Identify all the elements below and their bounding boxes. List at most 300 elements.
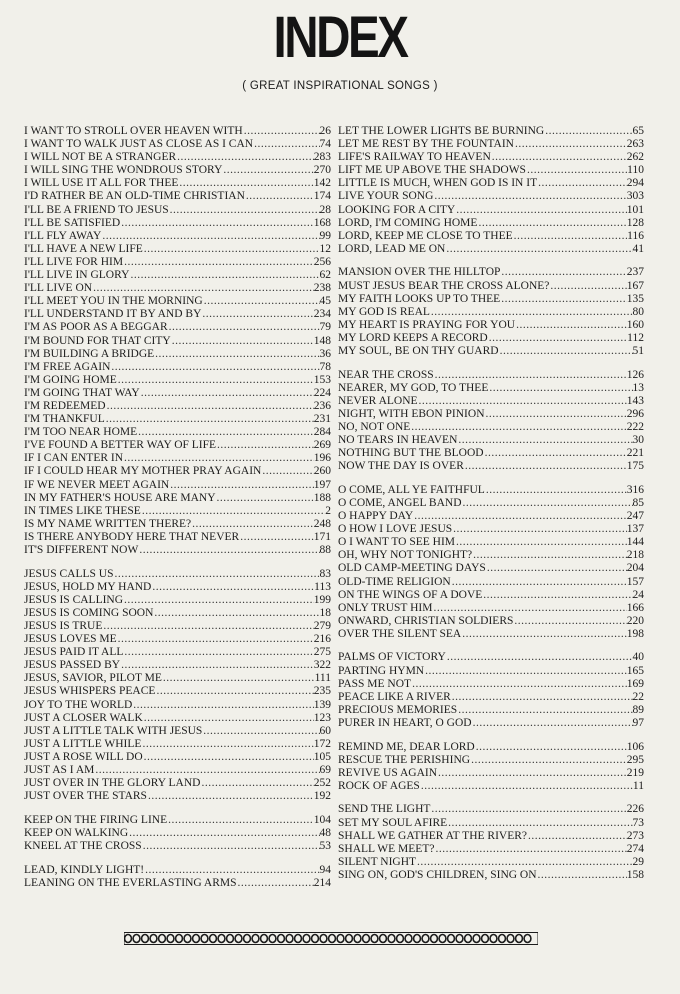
song-title: O COME, ALL YE FAITHFUL [338, 483, 485, 496]
page-number: 219 [626, 766, 644, 779]
page-number: 167 [626, 279, 644, 292]
ornament-link [507, 935, 514, 943]
dot-leader [472, 549, 627, 562]
song-title: I'VE FOUND A BETTER WAY OF LIFE [24, 439, 217, 452]
song-title: JESUS IS COMING SOON [24, 606, 154, 619]
page-number: 85 [632, 496, 644, 509]
page-number: 148 [313, 334, 331, 347]
dot-leader [153, 607, 319, 620]
index-entry [338, 536, 644, 549]
dot-leader [191, 518, 314, 531]
page-number: 283 [313, 151, 331, 164]
song-title: MY FAITH LOOKS UP TO THEE [338, 292, 501, 305]
song-title: IN TIMES LIKE THESE [24, 504, 141, 517]
dot-leader [110, 361, 319, 374]
dot-leader [123, 256, 314, 269]
dot-leader [167, 814, 314, 827]
dot-leader [245, 190, 314, 203]
index-entry [24, 452, 331, 465]
index-entry [338, 306, 644, 319]
page-number: 110 [627, 164, 644, 177]
index-entry [338, 843, 644, 856]
index-entry [338, 691, 644, 704]
dot-leader [457, 434, 632, 447]
index-entry [338, 395, 644, 408]
index-entry [338, 345, 644, 358]
dot-leader [437, 767, 627, 780]
page-number: 204 [626, 562, 644, 575]
dot-leader [147, 790, 314, 803]
page-number: 172 [313, 737, 331, 750]
dot-leader [120, 217, 314, 230]
song-title: NEARER, MY GOD, TO THEE [338, 381, 489, 394]
song-title: LIFT ME UP ABOVE THE SHADOWS [338, 164, 526, 177]
ornament-link [261, 935, 268, 943]
index-entry [338, 562, 644, 575]
index-column-right [338, 125, 644, 882]
dot-leader [176, 151, 314, 164]
page-number: 97 [632, 716, 644, 729]
dot-leader [222, 164, 313, 177]
dot-leader [253, 138, 319, 151]
index-entry [24, 827, 331, 840]
dot-leader [168, 321, 320, 334]
song-title: NOW THE DAY IS OVER [338, 460, 464, 473]
index-entry [338, 628, 644, 641]
index-entry [24, 387, 331, 400]
song-title: JUST A LITTLE WHILE [24, 737, 142, 750]
page-number: 30 [632, 434, 644, 447]
index-entry [24, 712, 331, 725]
page-number: 256 [313, 255, 331, 268]
index-entry [24, 568, 331, 581]
page-number: 60 [319, 724, 331, 737]
song-title: RESCUE THE PERISHING [338, 753, 471, 766]
dot-leader [129, 269, 319, 282]
dot-leader [544, 125, 632, 138]
group-spacer [338, 793, 644, 804]
dot-leader [142, 840, 320, 853]
index-entry [338, 369, 644, 382]
dot-leader [475, 741, 627, 754]
ornament-link [184, 935, 191, 943]
song-title: ONLY TRUST HIM [338, 601, 433, 614]
dot-leader [155, 685, 313, 698]
page-number: 169 [626, 677, 644, 690]
ornament-link [312, 935, 319, 943]
page-number: 247 [626, 510, 644, 523]
ornament-link [431, 935, 438, 943]
song-title: IN MY FATHER'S HOUSE ARE MANY [24, 491, 216, 504]
song-title: O HOW I LOVE JESUS [338, 523, 453, 536]
song-title: IS THERE ANYBODY HERE THAT NEVER [24, 530, 240, 543]
song-title: OVER THE SILENT SEA [338, 627, 462, 640]
page-number: 89 [632, 703, 644, 716]
page-number: 99 [319, 229, 331, 242]
song-title: I'M GOING THAT WAY [24, 386, 140, 399]
dot-leader [477, 217, 626, 230]
song-title: O I WANT TO SEE HIM [338, 536, 456, 549]
ornament-link [252, 935, 259, 943]
page-number: 80 [632, 305, 644, 318]
index-entry [24, 751, 331, 764]
dot-leader [500, 266, 626, 279]
ornament-link [337, 935, 344, 943]
index-entry [24, 790, 331, 803]
index-entry [24, 594, 331, 607]
page-number: 2 [325, 504, 331, 517]
index-entry [338, 780, 644, 793]
song-title: MANSION OVER THE HILLTOP [338, 266, 501, 279]
song-title: OLD CAMP-MEETING DAYS [338, 562, 486, 575]
dot-leader [482, 589, 632, 602]
dot-leader [117, 374, 314, 387]
dot-leader [526, 164, 627, 177]
song-title: KEEP ON WALKING [24, 826, 129, 839]
dot-leader [123, 646, 313, 659]
dot-leader [451, 576, 627, 589]
song-title: KEEP ON THE FIRING LINE [24, 813, 168, 826]
index-entry [338, 332, 644, 345]
index-entry [24, 400, 331, 413]
dot-leader [537, 177, 627, 190]
song-title: I'LL LIVE FOR HIM [24, 255, 124, 268]
page-number: 139 [313, 698, 331, 711]
index-entry [24, 439, 331, 452]
song-title: I WANT TO WALK JUST AS CLOSE AS I CAN [24, 138, 254, 151]
index-entry [338, 767, 644, 780]
index-entry [24, 777, 331, 790]
page-number: 123 [313, 711, 331, 724]
song-title: IT'S DIFFERENT NOW [24, 544, 139, 556]
ornament-link [456, 935, 463, 943]
dot-leader [94, 764, 319, 777]
dot-leader [203, 295, 320, 308]
index-entry [338, 741, 644, 754]
dot-leader [141, 505, 325, 518]
index-entry [338, 717, 644, 730]
dot-leader [488, 382, 632, 395]
index-entry [338, 408, 644, 421]
dot-leader [549, 280, 626, 293]
index-entry [338, 817, 644, 830]
song-title: MY GOD IS REAL [338, 305, 430, 318]
index-entry [24, 282, 331, 295]
song-title: I WILL NOT BE A STRANGER [24, 151, 177, 164]
index-entry [24, 204, 331, 217]
song-title: I'M BUILDING A BRIDGE [24, 347, 155, 360]
ornament-link [227, 935, 234, 943]
dot-leader [484, 447, 627, 460]
ornament-link [125, 935, 132, 943]
page-number: 296 [626, 407, 644, 420]
song-title: ROCK OF AGES [338, 779, 420, 792]
page-number: 116 [627, 229, 644, 242]
page-number: 196 [313, 452, 331, 465]
dot-leader [445, 243, 632, 256]
dot-leader [151, 581, 314, 594]
dot-leader [120, 659, 314, 672]
ornament-link [490, 935, 497, 943]
page-number: 274 [626, 842, 644, 855]
dot-leader [243, 125, 320, 138]
dot-leader [461, 628, 627, 641]
page-number: 126 [626, 368, 644, 381]
index-entry [24, 531, 331, 544]
song-title: I'LL BE SATISFIED [24, 216, 121, 229]
page-number: 36 [319, 347, 331, 360]
song-title: SILENT NIGHT [338, 855, 417, 868]
page-number: 294 [626, 177, 644, 190]
dot-leader [106, 400, 314, 413]
song-title: PASS ME NOT [338, 677, 412, 690]
index-entry [24, 672, 331, 685]
ornament-link [354, 935, 361, 943]
group-spacer [338, 473, 644, 484]
dot-leader [178, 177, 313, 190]
ornament-link [201, 935, 208, 943]
page-number: 158 [626, 868, 644, 881]
ornament-link [397, 935, 404, 943]
page-number: 231 [313, 413, 331, 426]
page-number: 112 [627, 331, 644, 344]
page-number: 316 [626, 483, 644, 496]
page-number: 128 [626, 216, 644, 229]
index-entry [338, 217, 644, 230]
song-title: MUST JESUS BEAR THE CROSS ALONE? [338, 279, 550, 292]
song-title: NO, NOT ONE [338, 420, 411, 433]
dot-leader [171, 335, 314, 348]
song-title: I WILL USE IT ALL FOR THEE [24, 177, 179, 190]
page-number: 165 [626, 664, 644, 677]
index-entry [24, 361, 331, 374]
song-title: I'D RATHER BE AN OLD-TIME CHRISTIAN [24, 190, 245, 203]
index-entry [24, 465, 331, 478]
dot-leader [452, 523, 627, 536]
dot-leader [143, 751, 314, 764]
dot-leader [470, 754, 627, 767]
dot-leader [410, 421, 626, 434]
index-entry [338, 754, 644, 767]
ornament-link [286, 935, 293, 943]
page-number: 262 [626, 151, 644, 164]
ornament-link [380, 935, 387, 943]
index-entry [24, 256, 331, 269]
ornament-link [422, 935, 429, 943]
song-title: JESUS PASSED BY [24, 659, 121, 672]
dot-leader [424, 665, 627, 678]
song-title: JUST A ROSE WILL DO [24, 750, 143, 763]
page-number: 106 [626, 740, 644, 753]
page-number: 69 [319, 764, 331, 776]
song-title: MY SOUL, BE ON THY GUARD [338, 345, 499, 357]
song-title: REVIVE US AGAIN [338, 766, 438, 779]
dot-leader [162, 672, 315, 685]
page-number: 192 [313, 790, 331, 803]
page-number: 284 [313, 426, 331, 439]
page-number: 74 [319, 138, 331, 151]
index-entry [338, 830, 644, 843]
index-entry [338, 421, 644, 434]
ornament-link [269, 935, 276, 943]
index-entry [338, 447, 644, 460]
dot-leader [527, 830, 627, 843]
dot-leader [446, 651, 633, 664]
page-number: 236 [313, 399, 331, 412]
page-number: 94 [319, 863, 331, 876]
page-number: 137 [626, 523, 644, 536]
dot-leader [144, 864, 319, 877]
song-title: IF I CAN ENTER IN [24, 452, 124, 465]
dot-leader [451, 691, 633, 704]
song-title: JESUS CALLS US [24, 567, 114, 580]
ornament-link [133, 935, 140, 943]
page-number: 168 [313, 216, 331, 229]
page-number: 235 [313, 685, 331, 698]
page-number: 111 [314, 672, 331, 685]
page-number: 224 [313, 386, 331, 399]
ornament-link [448, 935, 455, 943]
page-number: 144 [626, 536, 644, 549]
index-entry [24, 151, 331, 164]
index-entry [24, 230, 331, 243]
song-title: I'LL HAVE A NEW LIFE [24, 242, 143, 255]
dot-leader [447, 817, 632, 830]
dot-leader [132, 699, 313, 712]
ornament-link [244, 935, 251, 943]
dot-leader [137, 426, 314, 439]
song-title: NEVER ALONE [338, 394, 418, 407]
index-entry [24, 659, 331, 672]
song-title: SING ON, GOD'S CHILDREN, SING ON [338, 868, 537, 881]
song-title: I'LL BE A FRIEND TO JESUS [24, 203, 169, 216]
ornament-link [150, 935, 157, 943]
index-entry [24, 308, 331, 321]
page-number: 214 [313, 876, 331, 889]
page-number: 79 [319, 321, 331, 334]
index-entry [24, 335, 331, 348]
page-number: 24 [632, 588, 644, 601]
index-entry [338, 125, 644, 138]
song-title: NEAR THE CROSS [338, 368, 434, 381]
index-entry [338, 293, 644, 306]
dot-leader [141, 738, 313, 751]
page-number: 142 [313, 177, 331, 190]
index-entry [24, 426, 331, 439]
index-entry [338, 576, 644, 589]
group-spacer [338, 641, 644, 652]
song-title: I'LL LIVE ON [24, 282, 93, 295]
ornament-link [235, 935, 242, 943]
index-entry [24, 217, 331, 230]
song-title: NIGHT, WITH EBON PINION [338, 407, 485, 420]
index-entry [24, 620, 331, 633]
page-number: 12 [319, 242, 331, 255]
group-spacer [24, 853, 331, 864]
ornament-link [388, 935, 395, 943]
page-number: 48 [319, 826, 331, 839]
index-entry [338, 510, 644, 523]
song-title: I'LL FLY AWAY [24, 229, 102, 242]
song-title: NO TEARS IN HEAVEN [338, 434, 458, 447]
ornament-link [371, 935, 378, 943]
page-number: 78 [319, 360, 331, 373]
index-entry [24, 138, 331, 151]
index-entry [338, 460, 644, 473]
dot-leader [105, 413, 314, 426]
index-entry [24, 699, 331, 712]
index-entry [338, 651, 644, 664]
index-entry [24, 492, 331, 505]
dot-leader [117, 633, 314, 646]
ornament-link [167, 935, 174, 943]
ornament-link [414, 935, 421, 943]
index-entry [338, 138, 644, 151]
song-title: JESUS IS TRUE [24, 619, 103, 632]
ornament-link [193, 935, 200, 943]
dot-leader [413, 510, 627, 523]
ornament-link [473, 935, 480, 943]
song-title: JESUS PAID IT ALL [24, 646, 124, 659]
dot-leader [143, 243, 320, 256]
song-title: JESUS, HOLD MY HAND [24, 580, 152, 593]
song-title: LORD, KEEP ME CLOSE TO THEE [338, 229, 513, 242]
song-title: ONWARD, CHRISTIAN SOLDIERS [338, 614, 514, 627]
song-title: JUST AS I AM [24, 764, 95, 776]
dot-leader [462, 497, 633, 510]
song-title: I'LL LIVE IN GLORY [24, 269, 130, 282]
page-number: 226 [626, 803, 644, 816]
index-entry [24, 685, 331, 698]
dot-leader [123, 594, 314, 607]
dot-leader [154, 348, 319, 361]
dot-leader [201, 308, 313, 321]
page-number: 157 [626, 575, 644, 588]
page-number: 53 [319, 839, 331, 852]
page-number: 270 [313, 164, 331, 177]
ornament-link [524, 935, 531, 943]
song-title: JOY TO THE WORLD [24, 698, 133, 711]
song-title: SHALL WE MEET? [338, 842, 435, 855]
dot-leader [169, 204, 320, 217]
group-spacer [24, 557, 331, 568]
ornament-link [439, 935, 446, 943]
page-subtitle: ( GREAT INSPIRATIONAL SONGS ) [242, 80, 438, 92]
page-number: 188 [313, 491, 331, 504]
ornament-link [499, 935, 506, 943]
index-entry [338, 704, 644, 717]
page-number: 11 [632, 779, 644, 792]
page-number: 199 [313, 593, 331, 606]
dot-leader [485, 408, 627, 421]
song-title: I'M GOING HOME [24, 373, 117, 386]
page-number: 221 [626, 447, 644, 460]
page-number: 62 [319, 269, 331, 282]
dot-leader [123, 452, 314, 465]
dot-leader [416, 856, 632, 869]
index-entry [24, 177, 331, 190]
index-entry [338, 164, 644, 177]
song-title: JESUS WHISPERS PEACE [24, 685, 156, 698]
index-entry [24, 633, 331, 646]
index-entry [24, 646, 331, 659]
song-title: PALMS OF VICTORY [338, 651, 446, 664]
dot-leader [92, 282, 314, 295]
dot-leader [143, 712, 314, 725]
index-entry [24, 243, 331, 256]
page-number: 143 [626, 394, 644, 407]
dot-leader [216, 439, 314, 452]
